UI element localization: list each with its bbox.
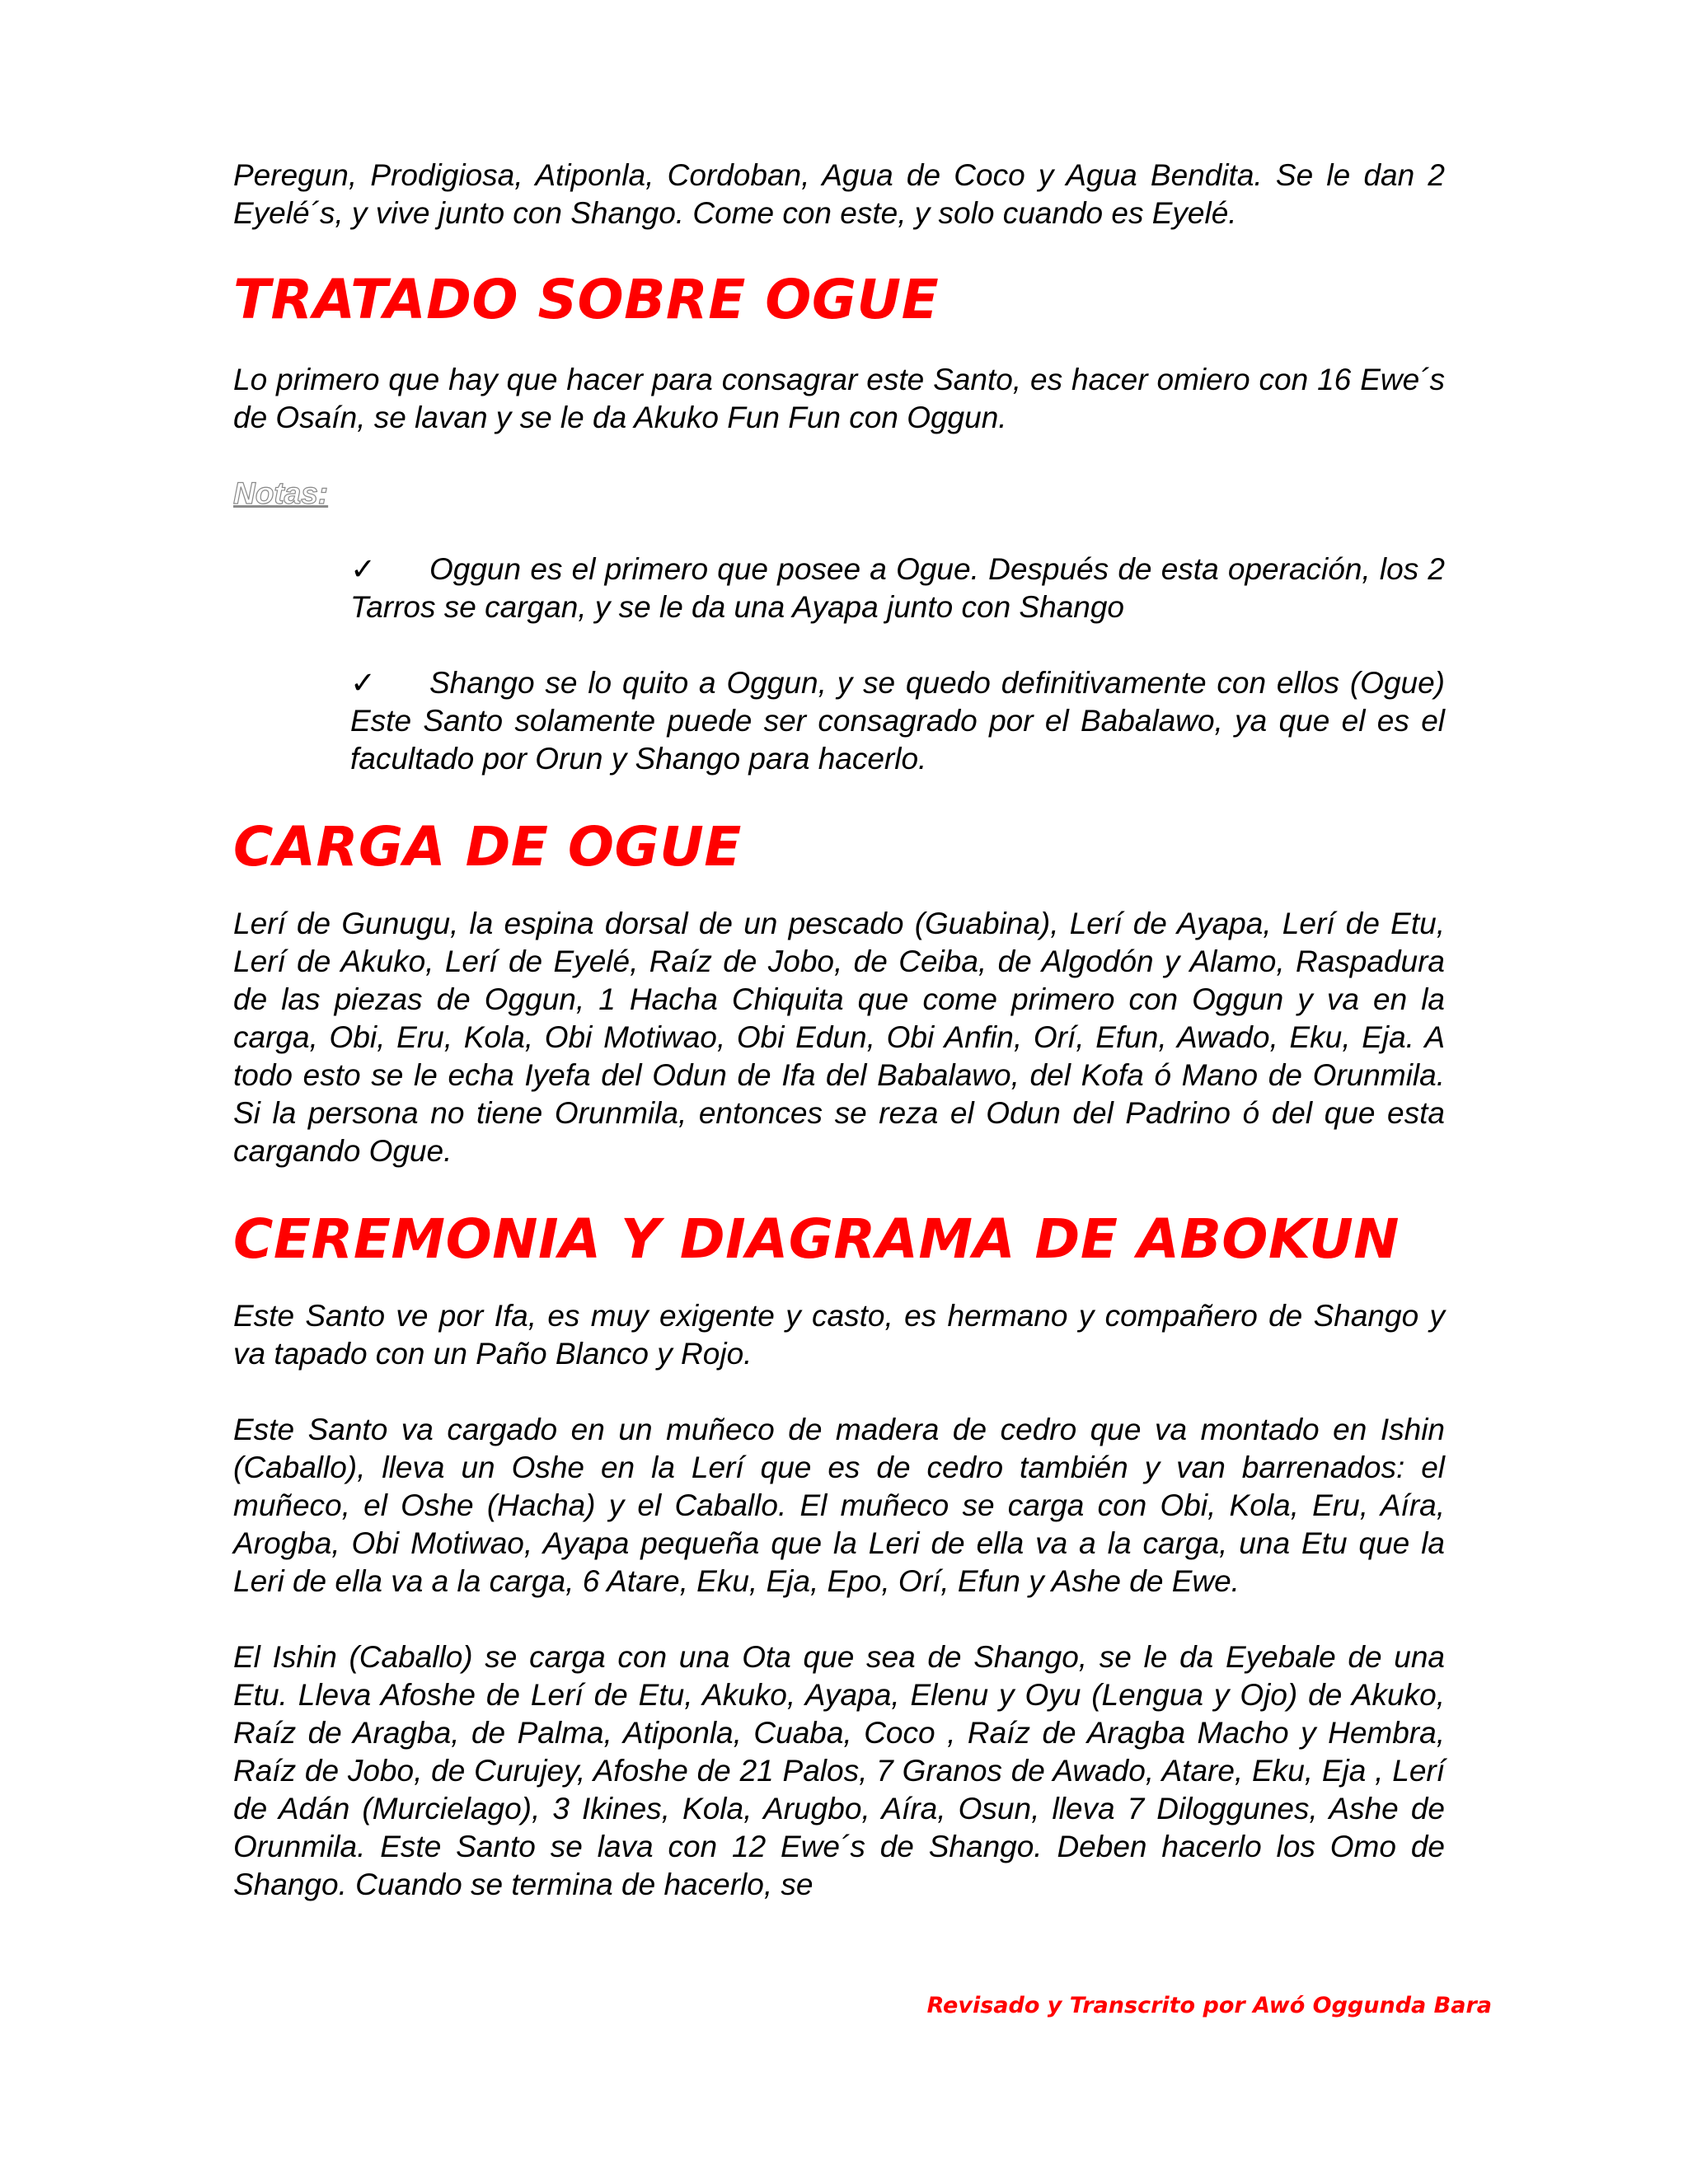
notes-list xyxy=(233,551,1445,778)
note-text: Shango se lo quito a Oggun, y se quedo definitivamente con ellos (Ogue) Este Santo solamente puede ser consagrado por el Babalawo, ya que el es el facultado por Orun y Shango para hacerlo. xyxy=(350,666,1445,776)
intro-paragraph: Peregun, Prodigiosa, Atiponla, Cordoban, Agua de Coco y Agua Bendita. Se le dan 2 Eyelé´s, y vive junto con Shango. Come con este, y solo cuando es Eyelé. xyxy=(233,158,1445,230)
tratado-paragraph: Lo primero que hay que hacer para consagrar este Santo, es hacer omiero con 16 Ewe´s de Osaín, se lavan y se le da Akuko Fun Fun con Oggun. xyxy=(233,363,1445,434)
page-footer: Revisado y Transcrito por Awó Oggunda Bara xyxy=(926,1993,1492,2018)
note-text: Oggun es el primero que posee a Ogue. Después de esta operación, los 2 Tarros se cargan, y se le da una Ayapa junto con Shango xyxy=(350,552,1445,624)
notes-label: Notas: xyxy=(233,476,329,510)
checkmark-icon: ✓ xyxy=(350,666,377,700)
heading-ceremonia-y-diagrama-de-abokun: CEREMONIA Y DIAGRAMA DE ABOKUN xyxy=(233,1207,1400,1271)
ceremonia-paragraph-2: Este Santo va cargado en un muñeco de madera de cedro que va montado en Ishin (Caballo), lleva un Oshe en la Lerí que es de cedro también y van barrenados: el muñeco, el Oshe (Hacha) y el Caballo. El muñeco se carga con Obi, Kola, Eru, Aíra, Arogba, Obi Motiwao, Ayapa pequeña que la Leri de ella va a la carga, una Etu que la Leri de ella va a la carga, 6 Atare, Eku, Eja, Epo, Orí, Efun y Ashe de Ewe. xyxy=(233,1413,1445,1598)
heading-tratado-sobre-ogue: TRATADO SOBRE OGUE xyxy=(233,268,940,331)
carga-paragraph: Lerí de Gunugu, la espina dorsal de un pescado (Guabina), Lerí de Ayapa, Lerí de Etu, Lerí de Akuko, Lerí de Eyelé, Raíz de Jobo, de Ceiba, de Algodón y Alamo, Raspadura de las piezas de Oggun, 1 Hacha Chiquita que come primero con Oggun y va en la carga, Obi, Eru, Kola, Obi Motiwao, Obi Edun, Obi Anfin, Orí, Efun, Awado, Eku, Eja. A todo esto se le echa Iyefa del Odun de Ifa del Babalawo, del Kofa ó Mano de Orunmila. Si la persona no tiene Orunmila, entonces se reza el Odun del Padrino ó del que esta cargando Ogue. xyxy=(233,907,1445,1168)
list-item xyxy=(350,551,1445,626)
heading-carga-de-ogue: CARGA DE OGUE xyxy=(233,815,742,879)
list-item xyxy=(350,664,1445,778)
ceremonia-paragraph-1: Este Santo ve por Ifa, es muy exigente y casto, es hermano y compañero de Shango y va tapado con un Paño Blanco y Rojo. xyxy=(233,1299,1445,1371)
document-page xyxy=(233,157,1445,1904)
checkmark-icon: ✓ xyxy=(350,552,377,586)
ceremonia-paragraph-3: El Ishin (Caballo) se carga con una Ota que sea de Shango, se le da Eyebale de una Etu. Lleva Afoshe de Lerí de Etu, Akuko, Ayapa, Elenu y Oyu (Lengua y Ojo) de Akuko, Raíz de Aragba, de Palma, Atiponla, Cuaba, Coco , Raíz de Aragba Macho y Hembra, Raíz de Jobo, de Curujey, Afoshe de 21 Palos, 7 Granos de Awado, Atare, Eku, Eja , Lerí de Adán (Murcielago), 3 Ikines, Kola, Arugbo, Aíra, Osun, lleva 7 Diloggunes, Ashe de Orunmila. Este Santo se lava con 12 Ewe´s de Shango. Deben hacerlo los Omo de Shango. Cuando se termina de hacerlo, se xyxy=(233,1640,1445,1901)
